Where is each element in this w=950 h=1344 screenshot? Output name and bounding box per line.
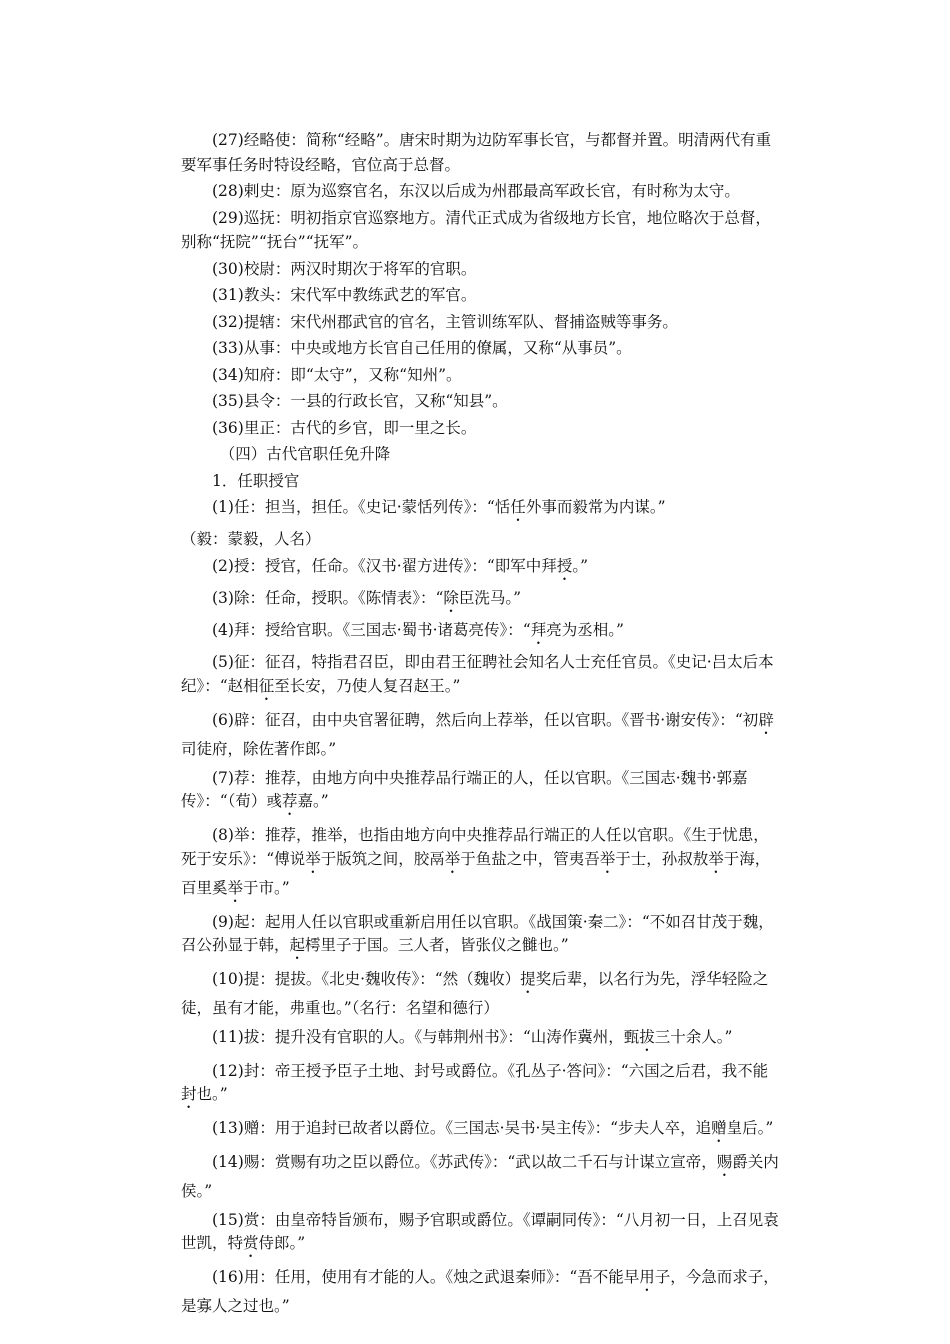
text-run: (36)里正：古代的乡官，即一里之长。 — [212, 418, 477, 437]
paragraph — [181, 310, 781, 335]
text-run: (3)除：任命，授职。《陈情表》：“ — [212, 588, 444, 607]
text-run: 于市。” — [243, 878, 290, 897]
paragraph — [181, 1026, 781, 1055]
emphasized-char: 赐 — [716, 1153, 733, 1171]
text-run: (10)提：提拔。《北史·魏收传》：“然（魏收） — [212, 970, 521, 988]
paragraph — [181, 527, 781, 552]
emphasized-char: 拔 — [639, 1027, 655, 1046]
paragraph — [181, 767, 781, 820]
text-run: (15)赏：由皇帝特旨颁布，赐予官职或爵位。《谭嗣同传》：“八月初一日，上召见袁世凯，特 — [181, 1210, 779, 1252]
emphasized-char: 起 — [289, 936, 306, 954]
paragraph — [181, 128, 781, 177]
text-run: 于版筑之间，胶鬲 — [320, 849, 445, 868]
text-run: (30)校尉：两汉时期次于将军的官职。 — [212, 259, 477, 278]
text-run: (31)教头：宋代军中教练武艺的军官。 — [212, 286, 477, 304]
paragraph — [181, 389, 781, 414]
text-run: 臣洗马。” — [458, 588, 522, 607]
text-run: （毅：蒙毅，人名） — [181, 530, 321, 548]
text-run: 司徒府，除佐著作郎。” — [181, 740, 337, 758]
paragraph — [181, 1060, 781, 1113]
paragraph — [181, 1151, 781, 1204]
text-run: (14)赐：赏赐有功之臣以爵位。《苏武传》：“武以故二千石与计谋立宣帝， — [212, 1153, 717, 1171]
emphasized-char: 荐 — [281, 792, 298, 810]
paragraph — [181, 469, 781, 494]
paragraph — [181, 257, 781, 282]
section-heading — [181, 442, 781, 467]
text-run: (4)拜：授给官职。《三国志·蜀书·诸葛亮传》：“ — [212, 620, 531, 639]
text-run: 侍郎。” — [258, 1234, 306, 1252]
text-run: (29)巡抚：明初指京官巡察地方。清代正式成为省级地方长官，地位略次于总督，别称“抚院”“抚台”“抚军”。 — [181, 208, 771, 251]
text-run: 三十余人。” — [654, 1027, 733, 1046]
text-run: 1．任职授官 — [212, 471, 300, 490]
text-run: 。” — [572, 556, 589, 575]
text-run: (28)剌史：原为巡察官名，东汉以后成为州郡最高军政长官，有时称为太守。 — [212, 182, 740, 200]
text-run: 也。” — [196, 1085, 228, 1103]
text-run: (16)用：任用，使用有才能的人。《烛之武退秦师》：“吾不能早 — [212, 1268, 640, 1286]
text-run: (7)荐：推荐，由地方向中央推荐品行端正的人，任以官职。《三国志·魏书·郭嘉传》：“（荀）彧 — [181, 768, 748, 810]
text-run: 嘉。” — [297, 792, 329, 810]
emphasized-char: 封 — [181, 1085, 197, 1103]
paragraph — [181, 1209, 781, 1262]
text-run: (13)赠：用于追封已故者以爵位。《三国志·吴书·吴主传》：“步夫人卒，追 — [212, 1119, 712, 1137]
emphasized-char: 任 — [510, 498, 526, 516]
text-run: 至长安，乃使人复召赵王。” — [274, 677, 461, 695]
text-run: 亮为丞相。” — [546, 620, 624, 639]
paragraph — [181, 206, 781, 255]
paragraph — [181, 968, 781, 1021]
paragraph — [181, 709, 781, 762]
paragraph — [181, 618, 781, 648]
text-run: 于士，孙叔敖 — [615, 849, 709, 868]
text-run: 外事而毅常为内谋。” — [525, 498, 666, 516]
text-run: (27)经略使：简称“经略”。唐宋时期为边防军事长官，与都督并置。明清两代有重要军事任务时特设经略，官位高于总督。 — [181, 131, 772, 174]
paragraph — [181, 1266, 781, 1319]
emphasized-char: 拜 — [530, 620, 547, 639]
text-run: (6)辟：征召，由中央官署征聘，然后向上荐举，任以官职。《晋书·谢安传》：“初 — [212, 711, 759, 729]
text-run: 奖后辈，以名行为先，浮华轻险之徒，虽有才能，弗重也。”（名行：名望和德行） — [181, 970, 769, 1017]
text-run: (9)起：起用人任以官职或重新启用任以官职。《战国策·秦二》：“不如召甘茂于魏，召公孙显于韩， — [181, 912, 774, 954]
paragraph — [181, 911, 781, 964]
text-run: (33)从事：中央或地方长官自己任用的僚属，又称“从事员”。 — [212, 339, 632, 357]
text-run: 于海，百里奚 — [181, 849, 771, 897]
emphasized-char: 授 — [556, 556, 573, 575]
text-run: (32)提辖：宋代州郡武官的官名，主管训练军队、督捕盗贼等事务。 — [212, 312, 678, 331]
text-run: (35)县令：一县的行政长官，又称“知县”。 — [212, 392, 508, 410]
text-run: 子，今急而求子，是寡人之过也。” — [181, 1268, 779, 1315]
emphasized-char: 提 — [520, 970, 536, 988]
emphasized-char: 举 — [444, 849, 461, 868]
text-run: (34)知府：即“太守”，又称“知州”。 — [212, 365, 462, 384]
paragraph — [181, 336, 781, 361]
text-run: (1)任：担当，担任。《史记·蒙恬列传》：“恬 — [212, 498, 511, 516]
text-run: 爵关内侯。” — [181, 1153, 779, 1200]
paragraph — [181, 554, 781, 584]
paragraph — [181, 416, 781, 441]
paragraph — [181, 495, 781, 525]
document-body — [181, 126, 781, 1319]
paragraph — [181, 283, 781, 308]
text-run: 樗里子于国。三人者，皆张仪之雠也。” — [305, 936, 569, 954]
emphasized-char: 征 — [258, 677, 275, 695]
text-run: (5)征：征召，特指君召臣，即由君王征聘社会知名人士充任官员。《史记·吕太后本纪》：“赵相 — [181, 652, 774, 695]
text-run: (8)举：推荐，推举，也指由地方向中央推荐品行端正的人任以官职。《生于忧患，死于安乐》：“傅说 — [181, 826, 769, 868]
paragraph — [181, 824, 781, 906]
emphasized-char: 举 — [305, 849, 321, 868]
emphasized-char: 举 — [708, 849, 724, 868]
emphasized-char: 赏 — [243, 1234, 259, 1252]
emphasized-char: 举 — [599, 849, 616, 868]
emphasized-char: 除 — [443, 588, 459, 607]
emphasized-char: 辟 — [758, 711, 774, 729]
paragraph — [181, 179, 781, 204]
emphasized-char: 赠 — [711, 1119, 727, 1137]
text-run: (11)拔：提升没有官职的人。《与韩荆州书》：“山涛作冀州，甄 — [212, 1027, 640, 1046]
text-run: （四）古代官职任免升降 — [219, 445, 391, 463]
text-run: (12)封：帝王授予臣子土地、封号或爵位。《孔丛子·答问》：“六国之后君，我不能 — [212, 1061, 769, 1080]
paragraph — [181, 586, 781, 616]
paragraph — [181, 650, 781, 705]
emphasized-char: 举 — [227, 878, 244, 897]
text-run: 于鱼盐之中，管夷吾 — [460, 849, 600, 868]
text-run: (2)授：授官，任命。《汉书·翟方进传》：“即军中拜 — [212, 556, 557, 575]
emphasized-char: 用 — [639, 1268, 655, 1286]
paragraph — [181, 363, 781, 388]
text-run: 皇后。” — [726, 1119, 774, 1137]
paragraph — [181, 1117, 781, 1146]
